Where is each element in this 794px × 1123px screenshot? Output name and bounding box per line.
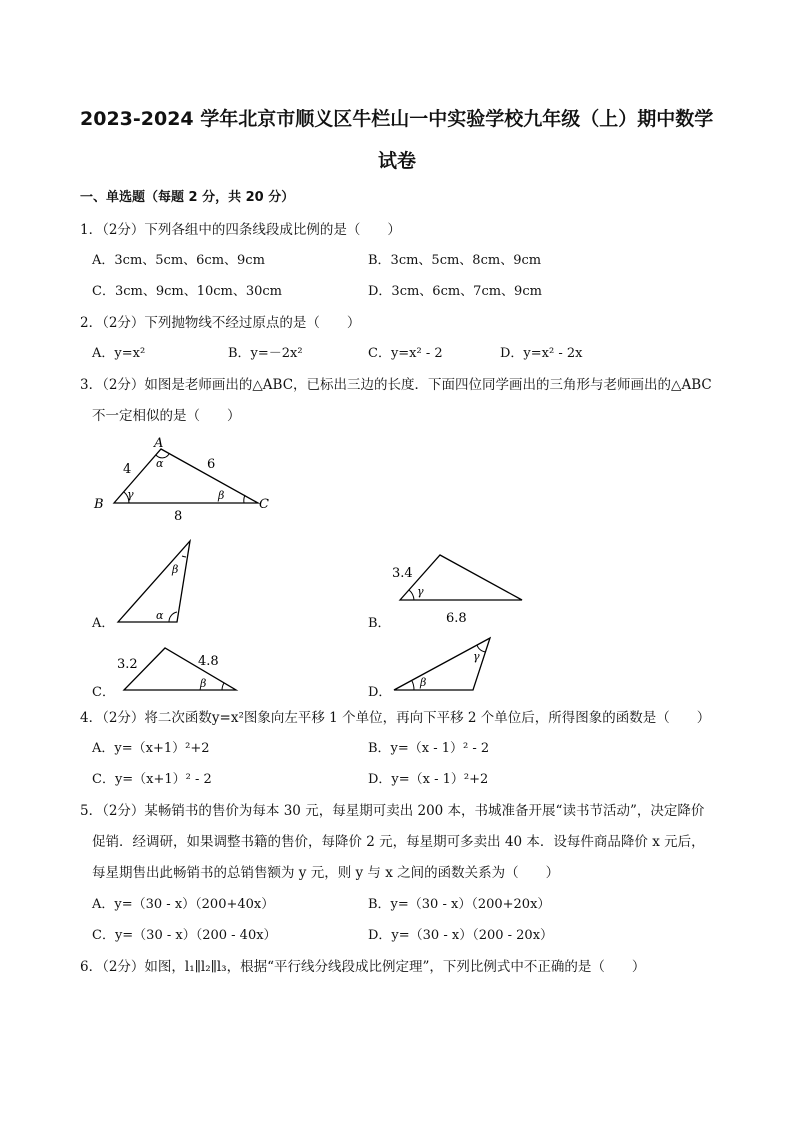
vertex-a-label: A: [154, 436, 164, 451]
q2-option-a: A．y=x²: [92, 346, 146, 361]
q5-stem-line3: 每星期售出此畅销书的总销售额为 y 元，则 y 与 x 之间的函数关系为（ ）: [92, 865, 560, 881]
page-title-line2: 试卷: [378, 150, 417, 172]
q2-option-c: C．y=x² - 2: [368, 346, 443, 361]
q2-option-b: B．y=－2x²: [228, 346, 303, 361]
q3-stem-line2: 不一定相似的是（ ）: [92, 408, 241, 424]
q1-option-d: D．3cm、6cm、7cm、9cm: [368, 284, 542, 299]
q1-option-a: A．3cm、5cm、6cm、9cm: [92, 253, 265, 268]
option-a-beta-label: β: [172, 563, 179, 576]
section-header: 一、单选题（每题 2 分，共 20 分）: [80, 190, 295, 205]
q4-stem: 4．（2分）将二次函数y=x²图象向左平移 1 个单位，再向下平移 2 个单位后，所得图象的函数是（ ）: [80, 710, 711, 726]
q2-option-d: D．y=x² - 2x: [500, 346, 583, 361]
q4-option-b: B．y=（x - 1）² - 2: [368, 741, 490, 756]
q2-stem: 2．（2分）下列抛物线不经过原点的是（ ）: [80, 315, 361, 331]
q5-option-d: D．y=（30 - x）（200 - 20x）: [368, 928, 554, 943]
q3-stem-line1: 3．（2分）如图是老师画出的△ABC，已标出三边的长度．下面四位同学画出的三角形与老师画出的△ABC: [80, 377, 712, 393]
q3-option-d-label: D．: [368, 685, 392, 700]
q5-option-c: C．y=（30 - x）（200 - 40x）: [92, 928, 277, 943]
option-a-alpha-label: α: [156, 609, 164, 622]
q3-option-a-label: A．: [92, 616, 115, 631]
option-c-beta-label: β: [200, 677, 207, 690]
angle-beta-label: β: [218, 489, 225, 502]
q3-option-c-label: C．: [92, 685, 115, 700]
angle-alpha-label: α: [156, 457, 164, 470]
side-ab-label: 4: [123, 462, 132, 477]
option-b-side-1-label: 3.4: [392, 566, 413, 581]
q6-stem: 6．（2分）如图，l₁∥l₂∥l₃，根据“平行线分线段成比例定理”，下列比例式中不正确的是（ ）: [80, 959, 646, 975]
q1-stem: 1．（2分）下列各组中的四条线段成比例的是（ ）: [80, 222, 401, 238]
vertex-b-label: B: [94, 497, 104, 512]
option-c-side-1-label: 3.2: [117, 657, 138, 672]
q3-option-b-label: B．: [368, 616, 391, 631]
option-d-gamma-label: γ: [473, 650, 480, 663]
q4-option-d: D．y=（x - 1）²+2: [368, 772, 489, 787]
q5-stem-line2: 促销．经调研，如果调整书籍的售价，每降价 2 元，每星期可多卖出 40 本．设每件商品降价 x 元后，: [92, 834, 705, 850]
page-title-line1: 2023-2024 学年北京市顺义区牛栏山一中实验学校九年级（上）期中数学: [80, 108, 714, 130]
q5-option-b: B．y=（30 - x）（200+20x）: [368, 897, 551, 912]
option-b-gamma-label: γ: [417, 585, 424, 598]
q5-option-a: A．y=（30 - x）（200+40x）: [92, 897, 275, 912]
option-c-side-2-label: 4.8: [198, 654, 219, 669]
angle-gamma-label: γ: [127, 488, 134, 501]
option-d-beta-label: β: [420, 676, 427, 689]
vertex-c-label: C: [259, 497, 269, 512]
side-bc-label: 8: [174, 509, 183, 524]
q4-option-a: A．y=（x+1）²+2: [92, 741, 210, 756]
q5-stem-line1: 5．（2分）某畅销书的售价为每本 30 元，每星期可卖出 200 本，书城准备开展“读书节活动”，决定降价: [80, 803, 705, 819]
option-b-side-2-label: 6.8: [446, 611, 467, 626]
q1-option-b: B．3cm、5cm、8cm、9cm: [368, 253, 542, 268]
side-ac-label: 6: [207, 457, 216, 472]
q1-option-c: C．3cm、9cm、10cm、30cm: [92, 284, 283, 299]
q4-option-c: C．y=（x+1）² - 2: [92, 772, 212, 787]
